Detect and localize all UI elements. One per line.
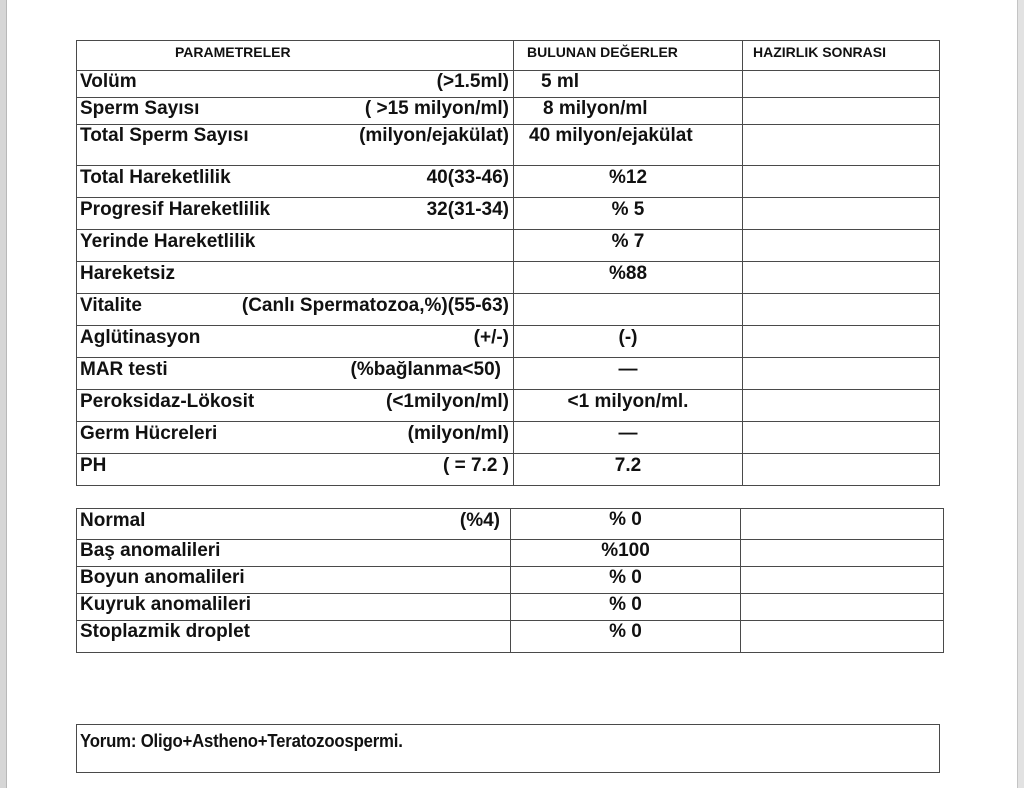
table-row (77, 621, 944, 653)
param-reference: (%bağlanma<50) (350, 359, 501, 380)
after-prep-value (743, 422, 940, 454)
param-label: Sperm Sayısı (80, 98, 200, 119)
param-cell (77, 621, 511, 653)
param-label: Aglütinasyon (80, 327, 201, 348)
param-cell (77, 567, 511, 594)
found-value: %88 (514, 262, 743, 294)
found-value (514, 294, 743, 326)
table-row (77, 326, 940, 358)
param-reference: ( >15 milyon/ml) (364, 98, 509, 119)
after-prep-value (743, 98, 940, 125)
morphology-table (76, 508, 944, 653)
table-row (77, 358, 940, 390)
header-after-preparation: HAZIRLIK SONRASI (743, 41, 940, 71)
after-prep-value (743, 166, 940, 198)
param-reference: (%4) (459, 510, 500, 531)
found-value: % 5 (514, 198, 743, 230)
found-value: 7.2 (514, 454, 743, 486)
param-cell (77, 594, 511, 621)
after-prep-value (743, 125, 940, 166)
param-label: Germ Hücreleri (80, 423, 218, 444)
param-label: Stoplazmik droplet (80, 621, 250, 642)
after-prep-value (741, 621, 944, 653)
param-reference: 40(33-46) (426, 167, 509, 188)
param-cell (77, 358, 514, 390)
table-row (77, 166, 940, 198)
found-value: 5 ml (514, 71, 743, 98)
table-row (77, 294, 940, 326)
table-row (77, 422, 940, 454)
param-label: Yerinde Hareketlilik (80, 231, 256, 252)
param-cell (77, 230, 514, 262)
table-row (77, 454, 940, 486)
param-label: Peroksidaz-Lökosit (80, 391, 255, 412)
comment-box (76, 724, 940, 773)
table-row (77, 198, 940, 230)
param-label: Total Hareketlilik (80, 167, 231, 188)
table-row (77, 390, 940, 422)
param-reference: 32(31-34) (426, 199, 509, 220)
semen-analysis-table (76, 40, 940, 486)
param-label: Volüm (80, 71, 137, 92)
table-row (77, 98, 940, 125)
param-cell (77, 98, 514, 125)
param-cell (77, 390, 514, 422)
param-cell (77, 326, 514, 358)
found-value: — (514, 422, 743, 454)
found-value: % 0 (511, 509, 741, 540)
header-found-values: BULUNAN DEĞERLER (514, 41, 743, 71)
found-value: % 0 (511, 594, 741, 621)
param-cell (77, 71, 514, 98)
table-row (77, 230, 940, 262)
param-label: Boyun anomalileri (80, 567, 245, 588)
param-reference: (milyon/ejakülat) (359, 125, 509, 146)
page-left-border (6, 0, 7, 788)
table-row (77, 262, 940, 294)
after-prep-value (743, 230, 940, 262)
param-label: Progresif Hareketlilik (80, 199, 271, 220)
param-reference: ( = 7.2 ) (443, 455, 509, 476)
param-label: Baş anomalileri (80, 540, 221, 561)
found-value: % 0 (511, 621, 741, 653)
param-label: Vitalite (80, 295, 142, 316)
found-value: % 7 (514, 230, 743, 262)
header-parameters: PARAMETRELER (77, 41, 514, 71)
page-right-edge (1018, 0, 1024, 788)
found-value: 8 milyon/ml (514, 98, 743, 125)
param-cell (77, 454, 514, 486)
param-cell (77, 125, 514, 166)
param-label: Normal (80, 510, 146, 531)
table-header-row (77, 41, 940, 71)
after-prep-value (741, 567, 944, 594)
after-prep-value (741, 594, 944, 621)
after-prep-value (743, 198, 940, 230)
found-value: — (514, 358, 743, 390)
after-prep-value (743, 294, 940, 326)
table-row (77, 567, 944, 594)
table-row (77, 594, 944, 621)
after-prep-value (743, 454, 940, 486)
param-label: MAR testi (80, 359, 168, 380)
after-prep-value (743, 390, 940, 422)
param-cell (77, 166, 514, 198)
param-label: Kuyruk anomalileri (80, 594, 252, 615)
param-reference: (milyon/ml) (407, 423, 509, 444)
param-label: Total Sperm Sayısı (80, 125, 249, 146)
param-cell (77, 198, 514, 230)
table-row (77, 125, 940, 166)
found-value: 40 milyon/ejakülat (514, 125, 743, 166)
after-prep-value (743, 358, 940, 390)
after-prep-value (743, 262, 940, 294)
table-row (77, 540, 944, 567)
after-prep-value (743, 326, 940, 358)
comment-text: Yorum: Oligo+Astheno+Teratozoospermi. (80, 731, 403, 751)
after-prep-value (743, 71, 940, 98)
param-reference: (Canlı Spermatozoa,%)(55-63) (241, 295, 509, 316)
param-reference: (+/-) (473, 327, 509, 348)
param-cell (77, 509, 511, 540)
page-right-border (1017, 0, 1018, 788)
found-value: (-) (514, 326, 743, 358)
found-value: <1 milyon/ml. (514, 390, 743, 422)
param-cell (77, 422, 514, 454)
table-row (77, 71, 940, 98)
param-cell (77, 540, 511, 567)
param-label: PH (80, 455, 107, 476)
param-cell (77, 262, 514, 294)
param-cell (77, 294, 514, 326)
param-label: Hareketsiz (80, 263, 176, 284)
after-prep-value (741, 509, 944, 540)
param-reference: (>1.5ml) (436, 71, 509, 92)
after-prep-value (741, 540, 944, 567)
found-value: %100 (511, 540, 741, 567)
found-value: %12 (514, 166, 743, 198)
param-reference: (<1milyon/ml) (386, 391, 509, 412)
table-row (77, 509, 944, 540)
found-value: % 0 (511, 567, 741, 594)
